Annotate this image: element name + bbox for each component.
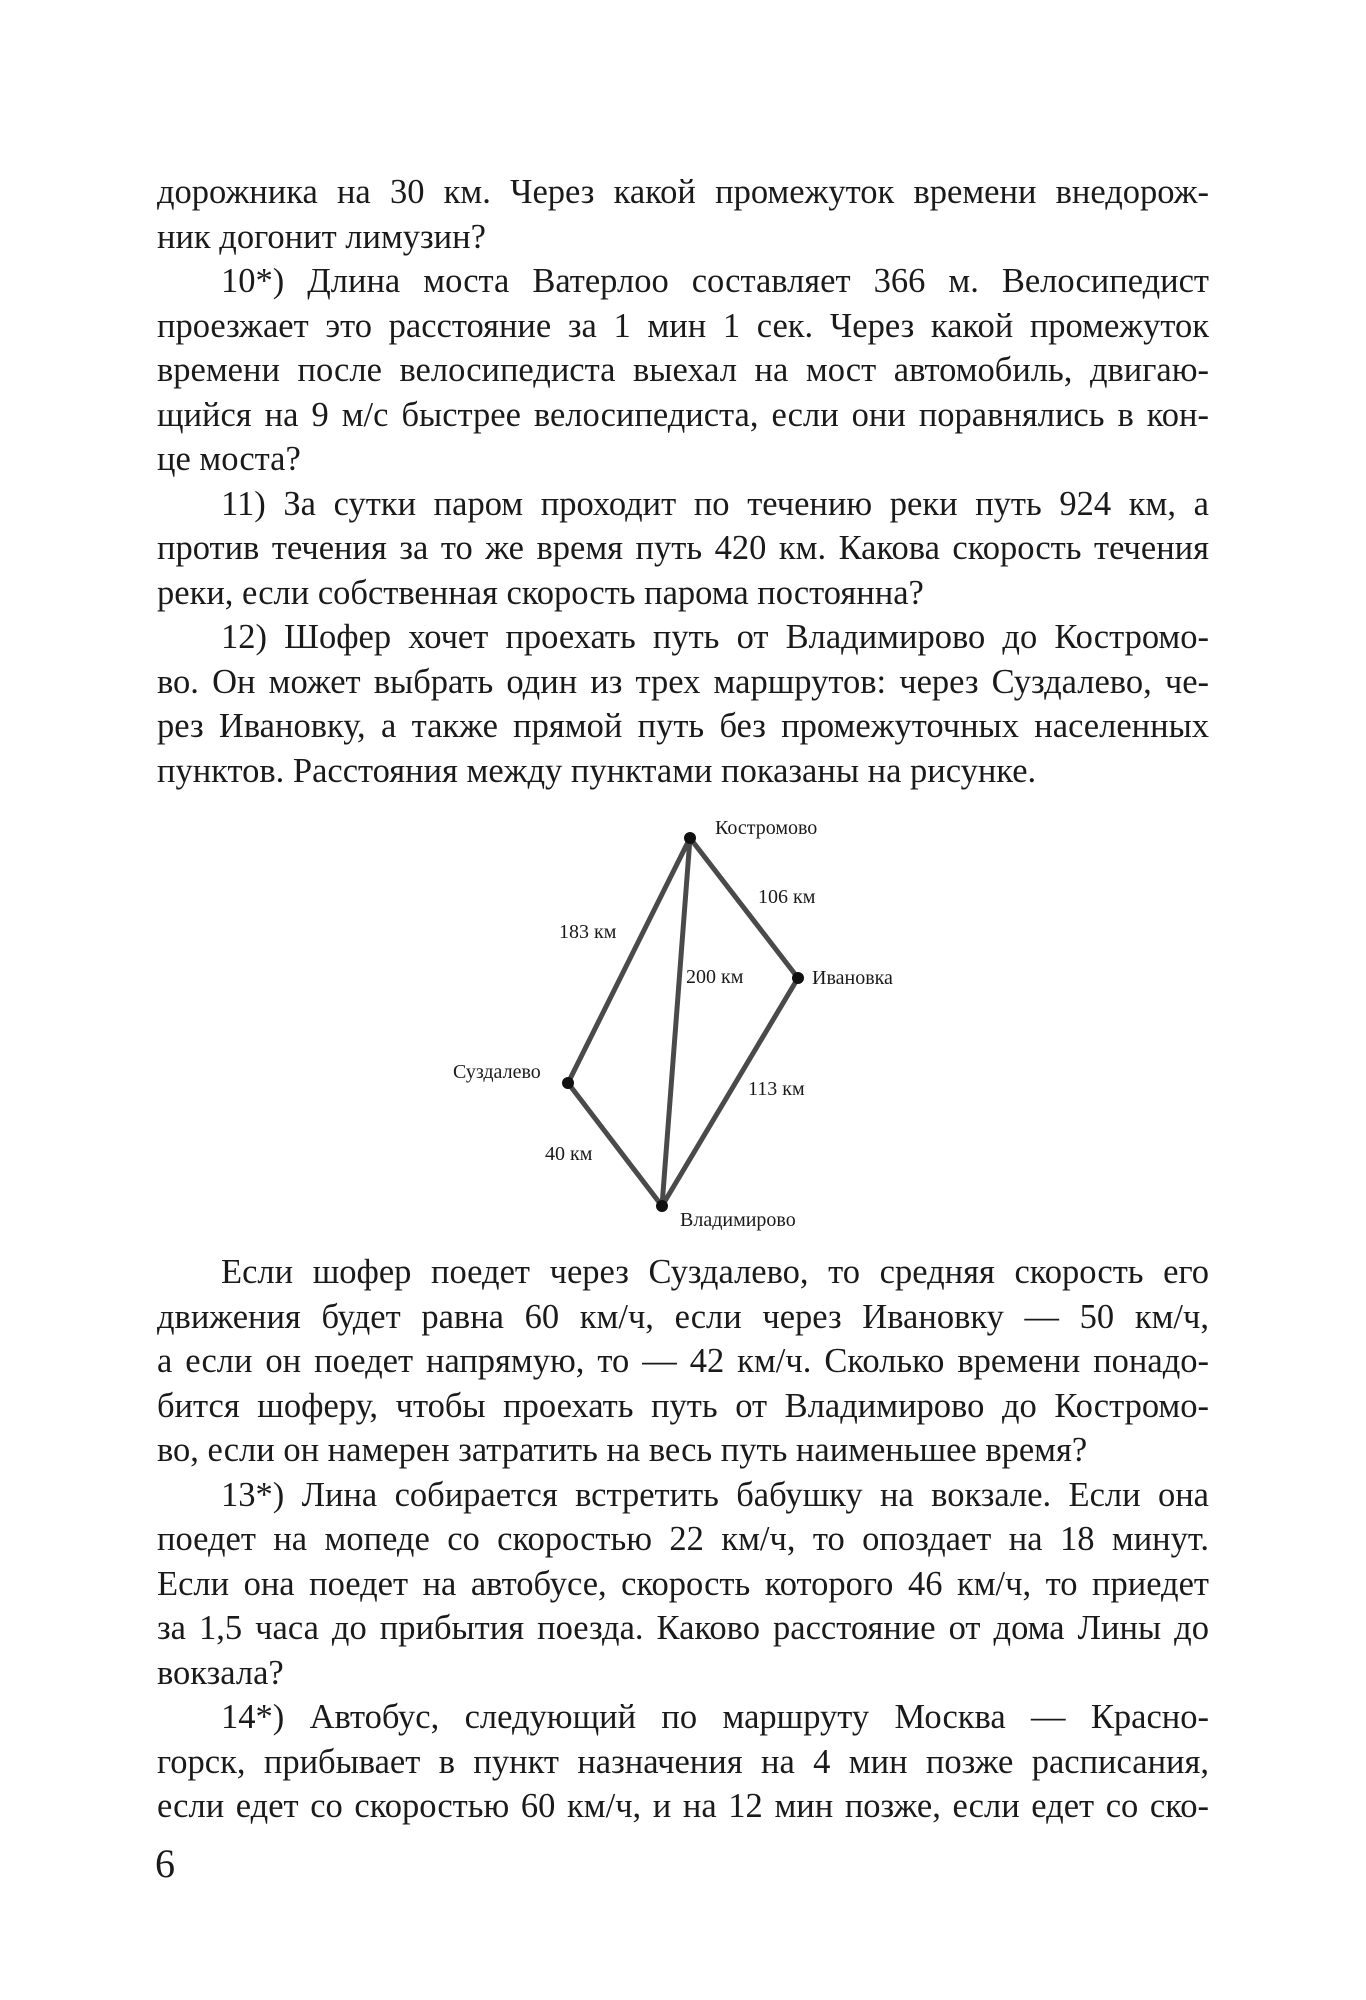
text-line: Если шофер поедет через Суздалево, то средняя скорость его: [221, 1253, 1209, 1291]
node-suzdalevo: [562, 1077, 574, 1089]
text-line: 13*) Лина собирается встретить бабушку на вокзале. Если она: [221, 1475, 1209, 1514]
text-block-bottom: [157, 1250, 1209, 1829]
text-line: реки, если собственная скорость парома постоянна?: [157, 573, 924, 612]
text-line: Если она поедет на автобусе, скорость которого 46 км/ч, то приедет: [157, 1564, 1209, 1603]
text-line: горск, прибывает в пункт назначения на 4 мин позже расписания,: [157, 1742, 1209, 1781]
label-suzdalevo: Суздалево: [453, 1061, 541, 1083]
text-line: вокзала?: [157, 1653, 284, 1692]
route-diagram-svg: [440, 808, 940, 1238]
text-line: 14*) Автобус, следующий по маршруту Москва — Красно-: [221, 1698, 1209, 1736]
page-number: 6: [155, 1841, 175, 1886]
label-edge-200: 200 км: [686, 966, 744, 988]
node-vladimirovo: [656, 1200, 668, 1212]
text-line: во. Он может выбрать один из трех маршрутов: через Суздалево, че-: [157, 662, 1209, 701]
text-line: времени после велосипедиста выехал на мост автомобиль, двигаю-: [157, 351, 1209, 389]
label-edge-183: 183 км: [559, 921, 617, 943]
label-vladimirovo: Владимирово: [680, 1209, 796, 1231]
text-line: за 1,5 часа до прибытия поезда. Каково расстояние от дома Лины до: [157, 1609, 1209, 1647]
text-line: дорожника на 30 км. Через какой промежуток времени внедорож-: [157, 173, 1209, 211]
text-line: щийся на 9 м/с быстрее велосипедиста, если они поравнялись в кон-: [157, 395, 1209, 434]
edge-kostromovo-ivanovka: [690, 838, 798, 978]
label-edge-40: 40 км: [545, 1143, 593, 1165]
node-kostromovo: [684, 832, 696, 844]
text-line: пунктов. Расстояния между пунктами показаны на рисунке.: [157, 751, 1037, 790]
text-line: 11) За сутки паром проходит по течению реки путь 924 км, а: [221, 484, 1209, 523]
edge-kostromovo-vladimirovo: [662, 838, 690, 1206]
text-line: 12) Шофер хочет проехать путь от Владимирово до Костромо-: [221, 618, 1209, 656]
node-ivanovka: [792, 972, 804, 984]
label-kostromovo: Костромово: [715, 817, 818, 839]
text-line: во, если он намерен затратить на весь путь наименьшее время?: [157, 1431, 1088, 1469]
label-edge-113: 113 км: [748, 1078, 805, 1100]
text-line: движения будет равна 60 км/ч, если через Ивановку — 50 км/ч,: [157, 1297, 1209, 1336]
text-line: если едет со скоростью 60 км/ч, и на 12 мин позже, если едет со ско-: [157, 1787, 1209, 1825]
route-diagram: [440, 808, 940, 1238]
text-line: поедет на мопеде со скоростью 22 км/ч, то опоздает на 18 минут.: [157, 1520, 1209, 1558]
text-line: 10*) Длина моста Ватерлоо составляет 366 м. Велосипедист: [221, 262, 1209, 300]
text-block-top: [157, 170, 1209, 793]
text-line: против течения за то же время путь 420 км. Какова скорость течения: [157, 529, 1209, 567]
text-line: бится шоферу, чтобы проехать путь от Владимирово до Костромо-: [157, 1386, 1209, 1425]
text-line: проезжает это расстояние за 1 мин 1 сек. Через какой промежуток: [157, 306, 1209, 345]
text-line: ник догонит лимузин?: [157, 217, 486, 256]
text-line: рез Ивановку, а также прямой путь без промежуточных населенных: [157, 707, 1209, 745]
text-line: це моста?: [157, 440, 301, 478]
label-ivanovka: Ивановка: [812, 967, 893, 989]
text-line: а если он поедет напрямую, то — 42 км/ч. Сколько времени понадо-: [157, 1342, 1209, 1380]
label-edge-106: 106 км: [758, 886, 816, 908]
